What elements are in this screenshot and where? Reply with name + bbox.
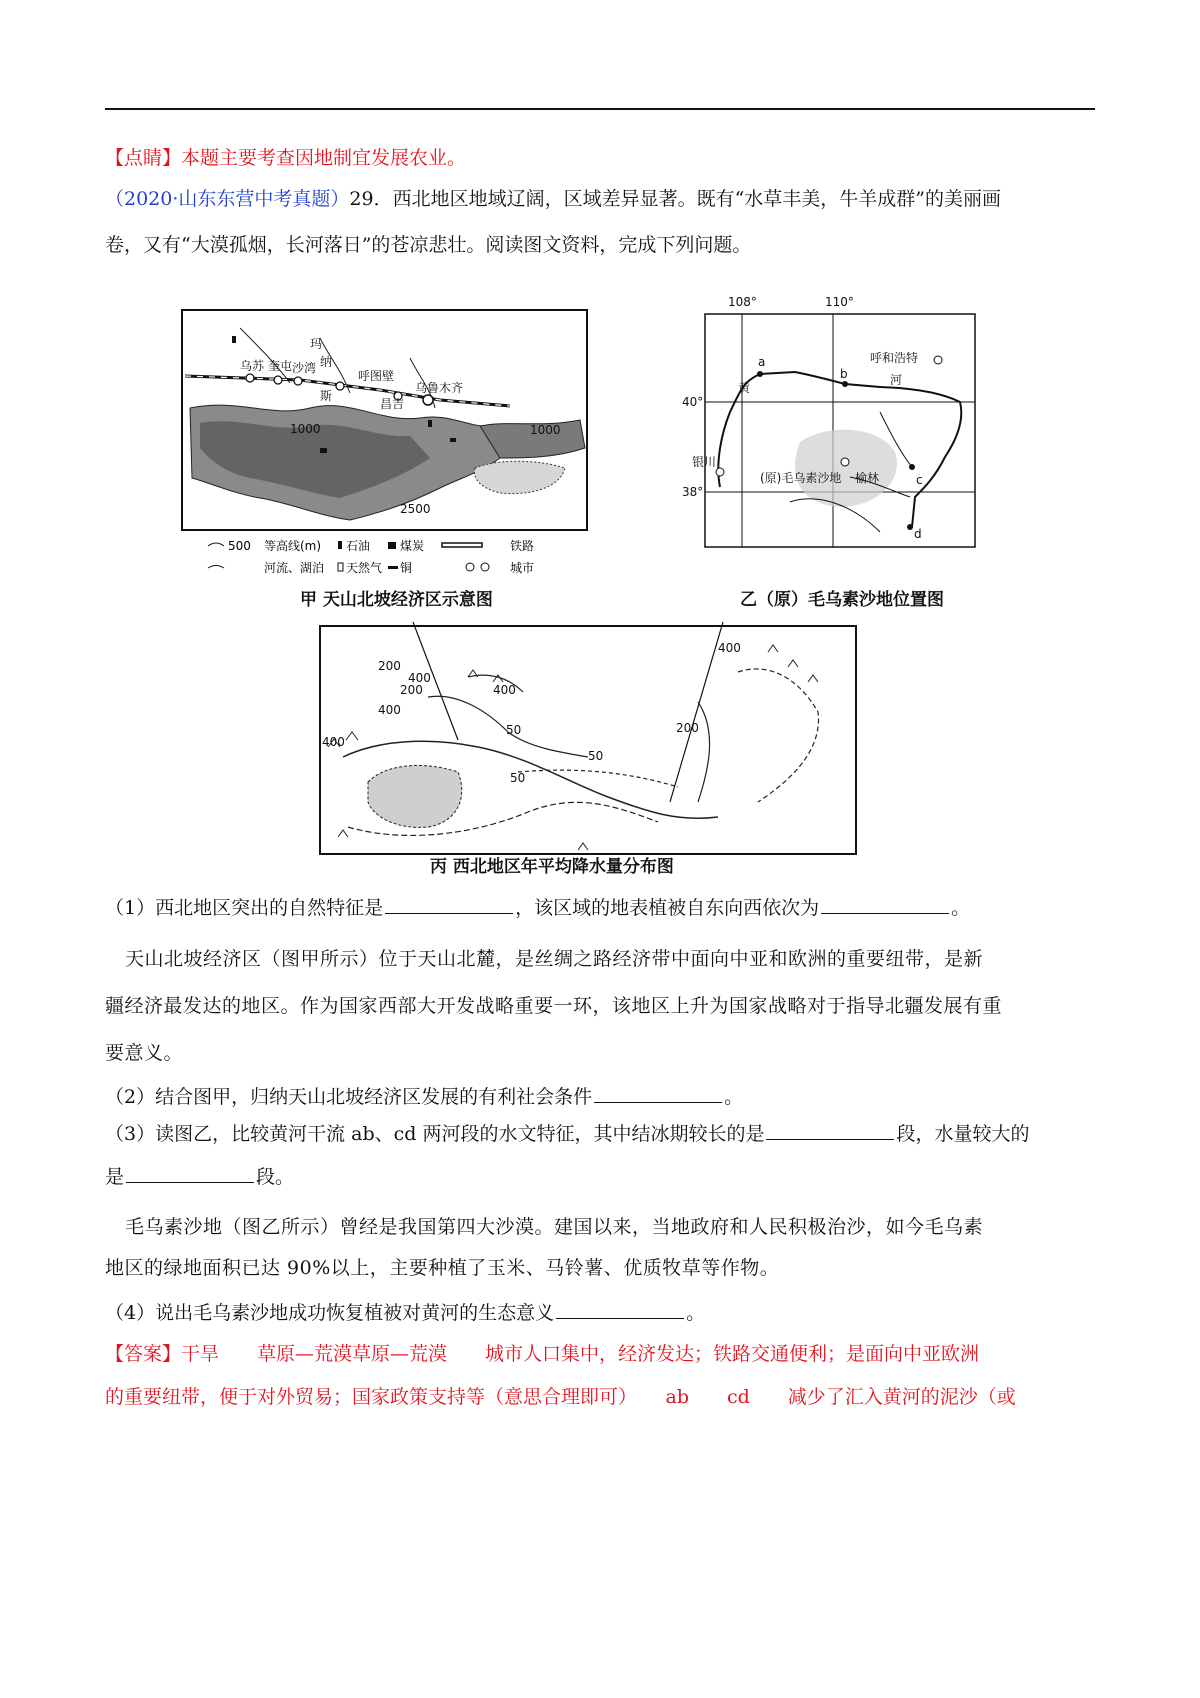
answer-blank-3b[interactable] (126, 1164, 254, 1183)
city-wusu-label: 乌苏 (240, 359, 265, 373)
figure-jia-legend (208, 538, 534, 575)
point-a-label: a (758, 355, 766, 369)
legend-contour-value: 500 (228, 539, 251, 553)
point-d-label: d (914, 527, 922, 541)
isohyet-400e-label: 400 (718, 641, 741, 655)
answer-blank-1b[interactable] (821, 895, 949, 914)
figure-bing-map (318, 622, 858, 862)
isohyet-50c-label: 50 (588, 749, 604, 763)
city-kuitun-label: 奎屯 (268, 359, 293, 373)
question-4-prefix: （4）说出毛乌素沙地成功恢复植被对黄河的生态意义 (105, 1302, 555, 1324)
passage-1-line3: 要意义。 (105, 1042, 184, 1064)
legend-gas: 天然气 (346, 561, 383, 575)
contour-2500-label: 2500 (400, 502, 431, 516)
contour-1000a-label: 1000 (290, 422, 321, 436)
answer-text-1: 干旱 草原—荒漠草原—荒漠 城市人口集中，经济发达；铁路交通便利；是面向中亚欧洲 (181, 1343, 980, 1365)
desert-label: (原)毛乌素沙地 (760, 471, 842, 485)
question-1 (105, 895, 1095, 921)
question-2-suffix: 。 (724, 1086, 744, 1108)
question-intro-line2: 卷，又有“大漠孤烟，长河落日”的苍凉悲壮。阅读图文资料，完成下列问题。 (105, 234, 752, 256)
isohyet-50a-label: 50 (506, 723, 522, 737)
question-3-line2-prefix: 是 (105, 1166, 125, 1188)
isohyet-200c-label: 200 (676, 721, 699, 735)
city-hutubi-label: 呼图壁 (358, 369, 395, 383)
figure-bing-caption: 丙 西北地区年平均降水量分布图 (430, 857, 674, 877)
isohyet-400d-label: 400 (322, 735, 345, 749)
city-shawan-label: 沙湾 (292, 361, 317, 375)
city-urumqi-label: 乌鲁木齐 (415, 381, 464, 395)
isohyet-200b-label: 200 (400, 683, 423, 697)
city-yinchuan-label: 银川 (692, 455, 717, 469)
passage-1-line1: 天山北坡经济区（图甲所示）位于天山北麓，是丝绸之路经济带中面向中亚和欧洲的重要纽带，是新 (125, 948, 984, 970)
river-he-label: 河 (890, 373, 903, 387)
question-stem: 29．西北地区地域辽阔，区域差异显著。既有“水草丰美，牛羊成群”的美丽画 (349, 188, 1002, 210)
lat-40-label: 40° (682, 395, 704, 409)
question-1-mid: ，该区域的地表植被自东向西依次为 (515, 897, 820, 919)
answer-blank-4[interactable] (556, 1300, 684, 1319)
point-b-label: b (840, 367, 848, 381)
isohyet-50b-label: 50 (510, 771, 526, 785)
key-point-text: 本题主要考查因地制宜发展农业。 (181, 147, 467, 169)
legend-river-lake: 河流、湖泊 (264, 561, 325, 575)
answer-tag: 【答案】 (105, 1343, 182, 1365)
question-2 (105, 1084, 1095, 1110)
lat-38-label: 38° (682, 485, 704, 499)
city-huhehaote-label: 呼和浩特 (870, 351, 919, 365)
figure-jia-map (180, 308, 595, 590)
map-label-na: 纳 (320, 355, 333, 369)
key-point-note (105, 145, 1095, 171)
city-yulin-label: 榆林 (855, 471, 880, 485)
legend-coal: 煤炭 (400, 539, 425, 553)
isohyet-400a-label: 400 (408, 671, 431, 685)
legend-railway: 铁路 (510, 539, 535, 553)
map-label-si: 斯 (320, 389, 333, 403)
city-changji-label: 昌吉 (380, 397, 405, 411)
question-intro-line1 (105, 186, 1095, 212)
answer-blank-3a[interactable] (766, 1121, 894, 1140)
question-3-mid: 段，水量较大的 (896, 1123, 1030, 1145)
answer-line2: 的重要纽带，便于对外贸易；国家政策支持等（意思合理即可） ab cd 减少了汇入黄河的泥沙（或 (105, 1386, 1016, 1408)
question-3 (105, 1121, 1095, 1147)
top-rule (105, 108, 1095, 110)
isohyet-400b-label: 400 (493, 683, 516, 697)
figure-yi-map (680, 292, 1005, 562)
legend-contour: 等高线(m) (264, 539, 322, 553)
map-label-ma: 玛 (310, 337, 323, 351)
point-c-label: c (916, 473, 923, 487)
legend-city: 城市 (510, 561, 535, 575)
question-3-line2-suffix: 段。 (256, 1166, 295, 1188)
question-1-suffix: 。 (951, 897, 971, 919)
legend-oil: 石油 (346, 539, 371, 553)
question-3-prefix: （3）读图乙，比较黄河干流 ab、cd 两河段的水文特征，其中结冰期较长的是 (105, 1123, 765, 1145)
legend-copper: 铜 (400, 561, 413, 575)
lon-108-label: 108° (728, 295, 757, 309)
lon-110-label: 110° (825, 295, 854, 309)
key-point-tag: 【点睛】 (105, 147, 182, 169)
isohyet-400c-label: 400 (378, 703, 401, 717)
river-huang-label: 黄 (738, 381, 751, 395)
answer-blank-2[interactable] (594, 1084, 722, 1103)
answer-blank-1a[interactable] (385, 895, 513, 914)
question-3-line2 (105, 1164, 1095, 1190)
passage-1-line2: 疆经济最发达的地区。作为国家西部大开发战略重要一环，该地区上升为国家战略对于指导北疆发展有重 (105, 995, 1003, 1017)
question-source: （2020·山东东营中考真题） (105, 188, 350, 210)
passage-2-line2: 地区的绿地面积已达 90%以上，主要种植了玉米、马铃薯、优质牧草等作物。 (105, 1257, 780, 1279)
figure-jia-caption: 甲 天山北坡经济区示意图 (300, 590, 493, 610)
passage-2-line1: 毛乌素沙地（图乙所示）曾经是我国第四大沙漠。建国以来，当地政府和人民积极治沙，如今毛乌素 (125, 1216, 984, 1238)
contour-1000b-label: 1000 (530, 423, 561, 437)
question-4-suffix: 。 (686, 1302, 706, 1324)
isohyet-200a-label: 200 (378, 659, 401, 673)
answer-line1 (105, 1341, 1095, 1367)
question-2-prefix: （2）结合图甲，归纳天山北坡经济区发展的有利社会条件 (105, 1086, 593, 1108)
question-1-prefix: （1）西北地区突出的自然特征是 (105, 897, 384, 919)
question-4 (105, 1300, 1095, 1326)
figure-yi-caption: 乙（原）毛乌素沙地位置图 (740, 590, 944, 610)
